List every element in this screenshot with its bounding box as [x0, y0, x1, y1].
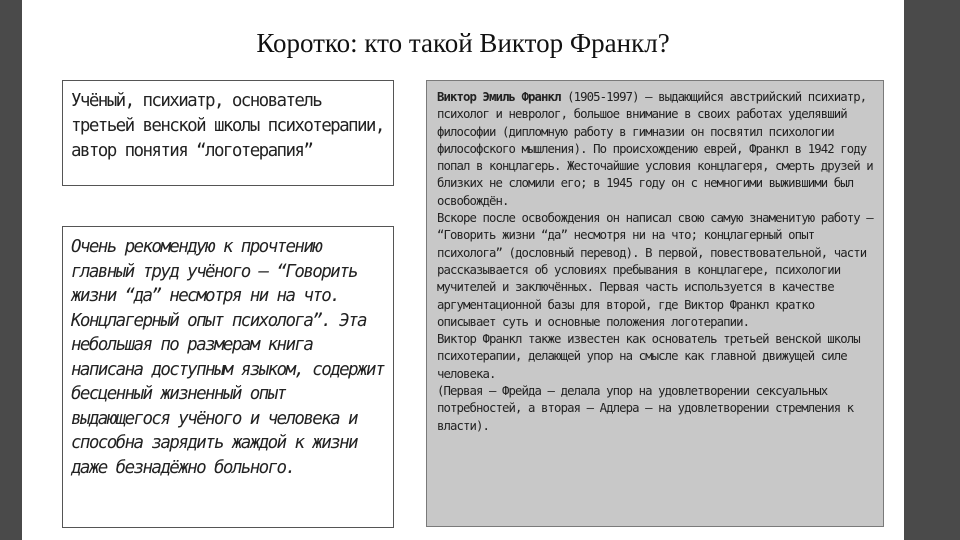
summary-text: Учёный, психиатр, основатель третьей венской школы психотерапии, автор понятия “логотерапия” [71, 91, 384, 161]
bio-paragraph-4: (Первая – Фрейда – делала упор на удовлетворении сексуальных потребностей, а вторая – Адлера – на удовлетворении стремления к власти). [437, 384, 854, 433]
summary-box [62, 80, 394, 186]
bio-paragraph-3: Виктор Франкл также известен как основатель третьей венской школы психотерапии, делающей упор на смысле как главной движущей силе человека. [437, 332, 860, 381]
recommendation-box [62, 226, 394, 528]
right-margin [904, 0, 960, 540]
recommendation-text: Очень рекомендую к прочтению главный труд учёного – “Говорить жизни “да” несмотря ни на что. Концлагерный опыт психолога”. Эта небольшая по размерам книга написана доступным языком, содержит бесценный жизненный опыт выдающегося учёного и человека и способна зарядить жаждой к жизни даже безнадёжно больного. [71, 237, 384, 478]
left-margin [0, 0, 22, 540]
slide-title: Коротко: кто такой Виктор Франкл? [256, 28, 670, 58]
bio-box [426, 80, 884, 527]
slide-content [22, 0, 904, 540]
bio-intro: (1905-1997) – выдающийся австрийский психиатр, психолог и невролог, большое внимание в своих работах уделявший философии (дипломную работу в гимназии он посвятил психологии философского мышления). По происхождению еврей, Франкл в 1942 году попал в концлагерь. Жесточайшие условия концлагеря, смерть друзей и близких не сломили его; в 1945 году он с немногими выжившими был освобождён. [437, 90, 873, 208]
bio-paragraph-2: Вскоре после освобождения он написал свою самую знаменитую работу – “Говорить жизни “да” несмотря ни на что; концлагерный опыт психолога” (дословный перевод). В первой, повествовательной, части рассказывается об условиях пребывания в концлагере, психологии мучителей и заключённых. Первая часть используется в качестве аргументационной базы для второй, где Виктор Франкл кратко описывает суть и основные положения логотерапии. [437, 211, 873, 329]
bio-name: Виктор Эмиль Франкл [437, 90, 561, 104]
bio-paragraph-1 [437, 89, 873, 210]
